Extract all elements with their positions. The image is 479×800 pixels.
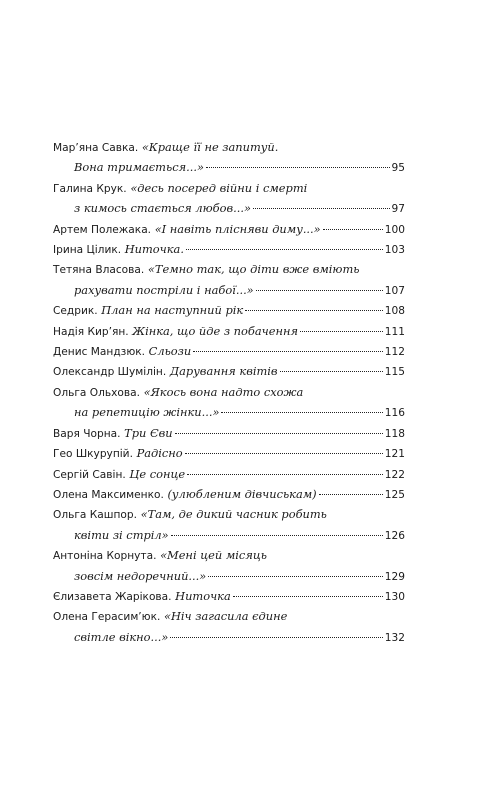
dot-leader (323, 229, 383, 230)
toc-page-number: 130 (384, 590, 405, 603)
toc-title: «Темно так, що діти вже вміють (147, 262, 360, 277)
toc-page-number: 100 (384, 223, 405, 236)
toc-title-continued: на репетицію жінки...» (74, 405, 220, 420)
toc-line-continued (53, 281, 405, 301)
toc-page-number: 95 (391, 162, 405, 175)
toc-page-number: 132 (384, 631, 405, 644)
toc-author: Галина Крук. (53, 182, 127, 195)
toc-line (53, 587, 405, 607)
toc-entry (53, 362, 405, 382)
toc-page-number: 116 (384, 407, 405, 420)
toc-author: Сергій Савін. (53, 468, 126, 481)
toc-line (53, 465, 405, 485)
dot-leader (233, 596, 383, 597)
toc-page-number: 115 (384, 366, 405, 379)
toc-title: Жінка, що йде з побачення (132, 323, 298, 338)
toc-entry (53, 383, 405, 424)
toc-page-number: 112 (384, 346, 405, 359)
toc-entry (53, 607, 405, 648)
toc-page-number: 107 (384, 284, 405, 297)
toc-title: «Ніч загасила єдине (164, 609, 288, 624)
toc-author: Седрик. (53, 305, 98, 318)
toc-entry (53, 546, 405, 587)
toc-title: Радісно (136, 446, 183, 461)
dot-leader (175, 433, 383, 434)
toc-author: Ольга Кашпор. (53, 509, 137, 522)
toc-entry (53, 322, 405, 342)
toc-author: Надія Кир’ян. (53, 325, 129, 338)
toc-author: Тетяна Власова. (53, 264, 145, 277)
toc-author: Гео Шкурупій. (53, 448, 133, 461)
toc-title: (улюбленим дівчиськам) (167, 486, 317, 501)
toc-title: «Там, де дикий часник робить (140, 507, 327, 522)
dot-leader (208, 576, 383, 577)
dot-leader (185, 453, 383, 454)
dot-leader (253, 208, 390, 209)
toc-title: Сльози (148, 344, 192, 359)
toc-author: Артем Полежака. (53, 223, 152, 236)
toc-line (53, 322, 405, 342)
toc-line (53, 546, 405, 566)
toc-title: Дарування квітів (169, 364, 278, 379)
toc-title: «Краще її не запитуй. (141, 140, 279, 154)
toc-title: «десь посеред війни і смерті (130, 180, 308, 195)
toc-page-number: 126 (384, 529, 405, 542)
toc-title: Ниточка (175, 588, 231, 603)
toc-entry (53, 444, 405, 464)
toc-line (53, 383, 405, 403)
toc-page-number: 129 (384, 570, 405, 583)
dot-leader (280, 371, 383, 372)
toc-author: Олександр Шумілін. (53, 366, 167, 379)
toc-entry (53, 138, 405, 179)
toc-line (53, 138, 405, 158)
toc-author: Варя Чорна. (53, 427, 121, 440)
dot-leader (221, 412, 382, 413)
toc-title-continued: квіти зі стріл» (74, 527, 169, 542)
toc-entry (53, 301, 405, 321)
toc-title: Це сонце (129, 466, 186, 481)
toc-page-number: 121 (384, 448, 405, 461)
toc-author: Мар’яна Савка. (53, 142, 139, 154)
dot-leader (206, 167, 390, 168)
toc-author: Олена Максименко. (53, 488, 164, 501)
toc-page-number: 125 (384, 488, 405, 501)
toc-author: Антоніна Корнута. (53, 550, 157, 563)
toc-line (53, 220, 405, 240)
toc-line-continued (53, 199, 405, 219)
dot-leader (300, 331, 383, 332)
toc-entry (53, 505, 405, 546)
toc-entry (53, 240, 405, 260)
toc-entry (53, 260, 405, 301)
toc-line (53, 240, 405, 260)
toc-title-continued: Вона тримається...» (74, 160, 204, 175)
toc-line-continued (53, 158, 405, 178)
toc-page-number: 122 (384, 468, 405, 481)
toc-entry (53, 424, 405, 444)
toc-line (53, 485, 405, 505)
toc-line (53, 607, 405, 627)
toc-line (53, 424, 405, 444)
toc-author: Ольга Ольхова. (53, 386, 140, 399)
toc-entry (53, 179, 405, 220)
toc-entry (53, 485, 405, 505)
toc-title: План на наступний рік (101, 303, 244, 318)
dot-leader (187, 474, 383, 475)
dot-leader (170, 637, 382, 638)
toc-line (53, 444, 405, 464)
toc-line (53, 179, 405, 199)
dot-leader (171, 535, 383, 536)
toc-line (53, 342, 405, 362)
toc-page-number: 103 (384, 244, 405, 257)
toc-line (53, 505, 405, 525)
dot-leader (186, 249, 383, 250)
toc-page-number: 118 (384, 427, 405, 440)
dot-leader (256, 290, 383, 291)
toc-line-continued (53, 403, 405, 423)
toc-title: «Мені цей місяць (160, 548, 268, 563)
toc-line-continued (53, 628, 405, 648)
toc-title: «І навіть плісняви диму...» (154, 221, 321, 236)
toc-entry (53, 220, 405, 240)
toc-title: Ниточка. (124, 242, 184, 257)
dot-leader (193, 351, 383, 352)
toc-title-continued: світле вікно...» (74, 629, 169, 644)
toc-line-continued (53, 567, 405, 587)
toc-title-continued: рахувати постріли і набої...» (74, 282, 254, 297)
dot-leader (319, 494, 383, 495)
toc-entry (53, 587, 405, 607)
toc-line (53, 301, 405, 321)
toc-title: «Якось вона надто схожа (143, 384, 304, 399)
toc-title-continued: зовсім недоречний...» (74, 568, 207, 583)
toc-page-number: 111 (384, 325, 405, 338)
toc-page-number: 97 (391, 203, 405, 216)
toc-author: Ірина Цілик. (53, 244, 122, 257)
toc-page-number: 108 (384, 305, 405, 318)
toc-line (53, 260, 405, 280)
toc-author: Єлизавета Жарікова. (53, 590, 172, 603)
toc-author: Денис Мандзюк. (53, 346, 145, 359)
dot-leader (245, 310, 383, 311)
toc-line (53, 362, 405, 382)
table-of-contents (53, 138, 405, 648)
toc-title: Три Єви (124, 425, 173, 440)
toc-entry (53, 465, 405, 485)
toc-entry (53, 342, 405, 362)
toc-title-continued: з кимось стається любов...» (74, 201, 251, 216)
toc-author: Олена Герасим’юк. (53, 611, 161, 624)
toc-line-continued (53, 526, 405, 546)
